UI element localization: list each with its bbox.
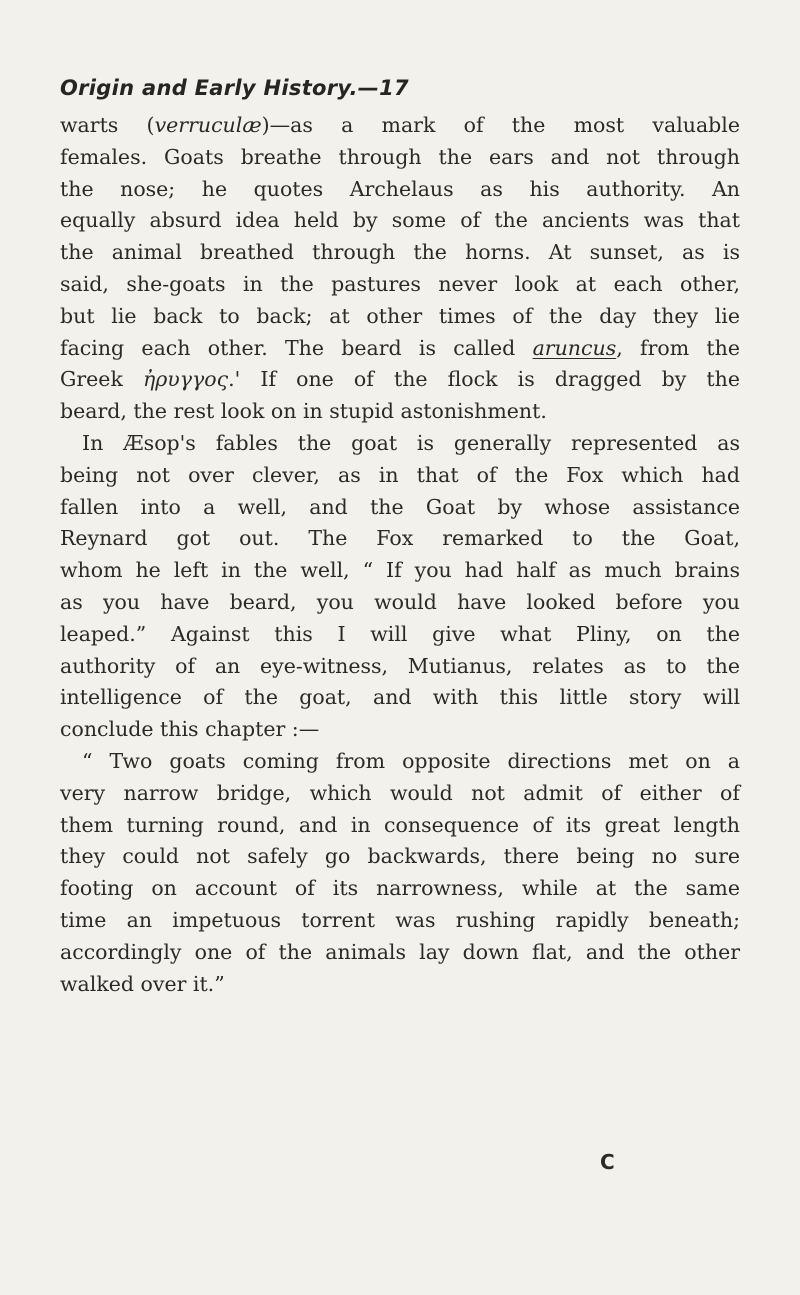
text-line: time an impetuous torrent was rushing rapidly beneath; bbox=[60, 907, 740, 932]
text-line: In Æsop's fables the goat is generally represented as bbox=[82, 430, 740, 455]
emphasized-term: ἠρυγγος bbox=[142, 367, 229, 392]
text-line: authority of an eye-witness, Mutianus, relates as to the bbox=[60, 653, 740, 678]
text-line: said, she-goats in the pastures never look at each other, bbox=[60, 271, 740, 296]
text-line: walked over it.” bbox=[60, 971, 225, 996]
text-line: the animal breathed through the horns. At sunset, as is bbox=[60, 240, 740, 265]
text-line: females. Goats breathe through the ears and not through bbox=[60, 144, 740, 169]
text-line: fallen into a well, and the Goat by whose assistance bbox=[60, 494, 740, 519]
text-line: conclude this chapter :— bbox=[60, 717, 320, 742]
text-line: warts (verruculæ)—as a mark of the most valuable bbox=[60, 113, 740, 137]
text-line: intelligence of the goat, and with this little story will bbox=[60, 685, 740, 710]
signature-mark: C bbox=[600, 1150, 615, 1174]
running-head: Origin and Early History.—17 bbox=[60, 76, 409, 100]
body-text bbox=[60, 110, 740, 1000]
text-line: Reynard got out. The Fox remarked to the Goat, bbox=[60, 526, 740, 551]
text-line: beard, the rest look on in stupid astonishment. bbox=[60, 399, 547, 424]
text-line: whom he left in the well, “ If you had half as much brains bbox=[60, 558, 740, 583]
text-line: equally absurd idea held by some of the ancients was that bbox=[60, 208, 740, 233]
text-line: leaped.” Against this I will give what Pliny, on the bbox=[60, 621, 740, 646]
text-line: but lie back to back; at other times of the day they lie bbox=[60, 303, 740, 328]
text-line: being not over clever, as in that of the Fox which had bbox=[60, 462, 740, 487]
text-line: facing each other. The beard is called aruncus, from the bbox=[60, 335, 740, 360]
text-line: they could not safely go backwards, there being no sure bbox=[60, 844, 740, 869]
text-line: as you have beard, you would have looked before you bbox=[60, 589, 740, 614]
emphasized-term: verruculæ bbox=[154, 113, 262, 137]
text-line: the nose; he quotes Archelaus as his authority. An bbox=[60, 176, 740, 201]
text-line: footing on account of its narrowness, while at the same bbox=[60, 876, 740, 901]
text-line: accordingly one of the animals lay down flat, and the other bbox=[60, 939, 740, 964]
text-line: them turning round, and in consequence of its great length bbox=[60, 812, 740, 837]
text-line: “ Two goats coming from opposite directions met on a bbox=[82, 748, 740, 773]
emphasized-term: aruncus bbox=[532, 335, 617, 360]
text-line: very narrow bridge, which would not admit of either of bbox=[60, 780, 740, 805]
text-line: Greek ἠρυγγος.' If one of the flock is dragged by the bbox=[60, 367, 740, 392]
